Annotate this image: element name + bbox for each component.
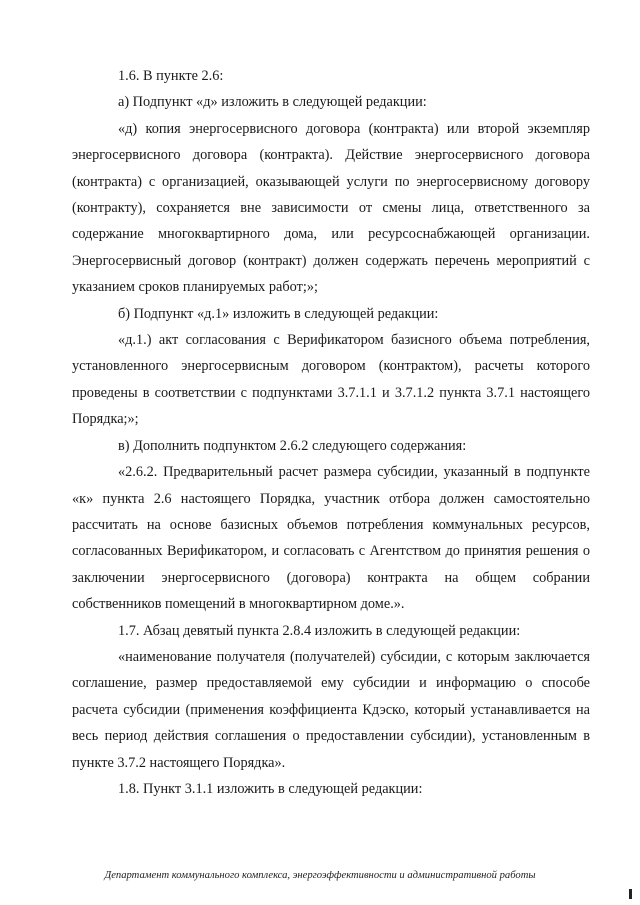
paragraph-1-6-heading: 1.6. В пункте 2.6: [118,68,224,84]
paragraph-subitem-v: в) Дополнить подпунктом 2.6.2 следующего содержания: [118,437,467,454]
paragraph-subitem-d-text: «д) копия энергосервисного договора (контракта) или второй экземпляр энергосервисного договора (контракта). Действие энергосервисного договора (контракта) с организацией, оказывающей услуги по энергосервисному договору (контракту), сохраняется вне зависимости от смены лица, ответственного за содержание многоквартирного дома, или ресурсоснабжающей организации. Энергосервисный договор (контракт) должен содержать перечень мероприятий с указанием сроков планируемых работ;»; [72,120,590,296]
paragraph-subitem-a: а) Подпункт «д» изложить в следующей редакции: [118,94,427,111]
page-footer: Департамент коммунального комплекса, энергоэффективности и административной работы [104,870,536,881]
document-body [72,63,590,802]
paragraph-1-8-heading: 1.8. Пункт 3.1.1 изложить в следующей редакции: [118,780,423,797]
paragraph-2-6-2-text: «2.6.2. Предварительный расчет размера субсидии, указанный в подпункте «к» пункта 2.6 настоящего Порядка, участник отбора должен самостоятельно рассчитать на основе базисных объемов потребления коммунальных ресурсов, согласованных Верификатором, и согласовать с Агентством до принятия решения о заключении энергосервисного (договора) контракта на общем собрании собственников помещений в многоквартирном доме.». [72,464,590,613]
scan-edge-mark [629,889,632,899]
paragraph-2-8-4-text: «наименование получателя (получателей) субсидии, с которым заключается соглашение, размер предоставляемой ему субсидии и информацию о способе расчета субсидии (применения коэффициента Кдэско, который устанавливается на весь период действия соглашения о предоставлении субсидии), установленным в пункте 3.7.2 настоящего Порядка». [72,648,590,771]
paragraph-subitem-b: б) Подпункт «д.1» изложить в следующей редакции: [118,305,439,322]
paragraph-1-7-heading: 1.7. Абзац девятый пункта 2.8.4 изложить в следующей редакции: [118,622,521,639]
paragraph-subitem-d1-text: «д.1.) акт согласования с Верификатором базисного объема потребления, установленного энергосервисным договором (контрактом), расчеты которого проведены в соответствии с подпунктами 3.7.1.1 и 3.7.1.2 пункта 3.7.1 настоящего Порядка;»; [72,332,590,428]
